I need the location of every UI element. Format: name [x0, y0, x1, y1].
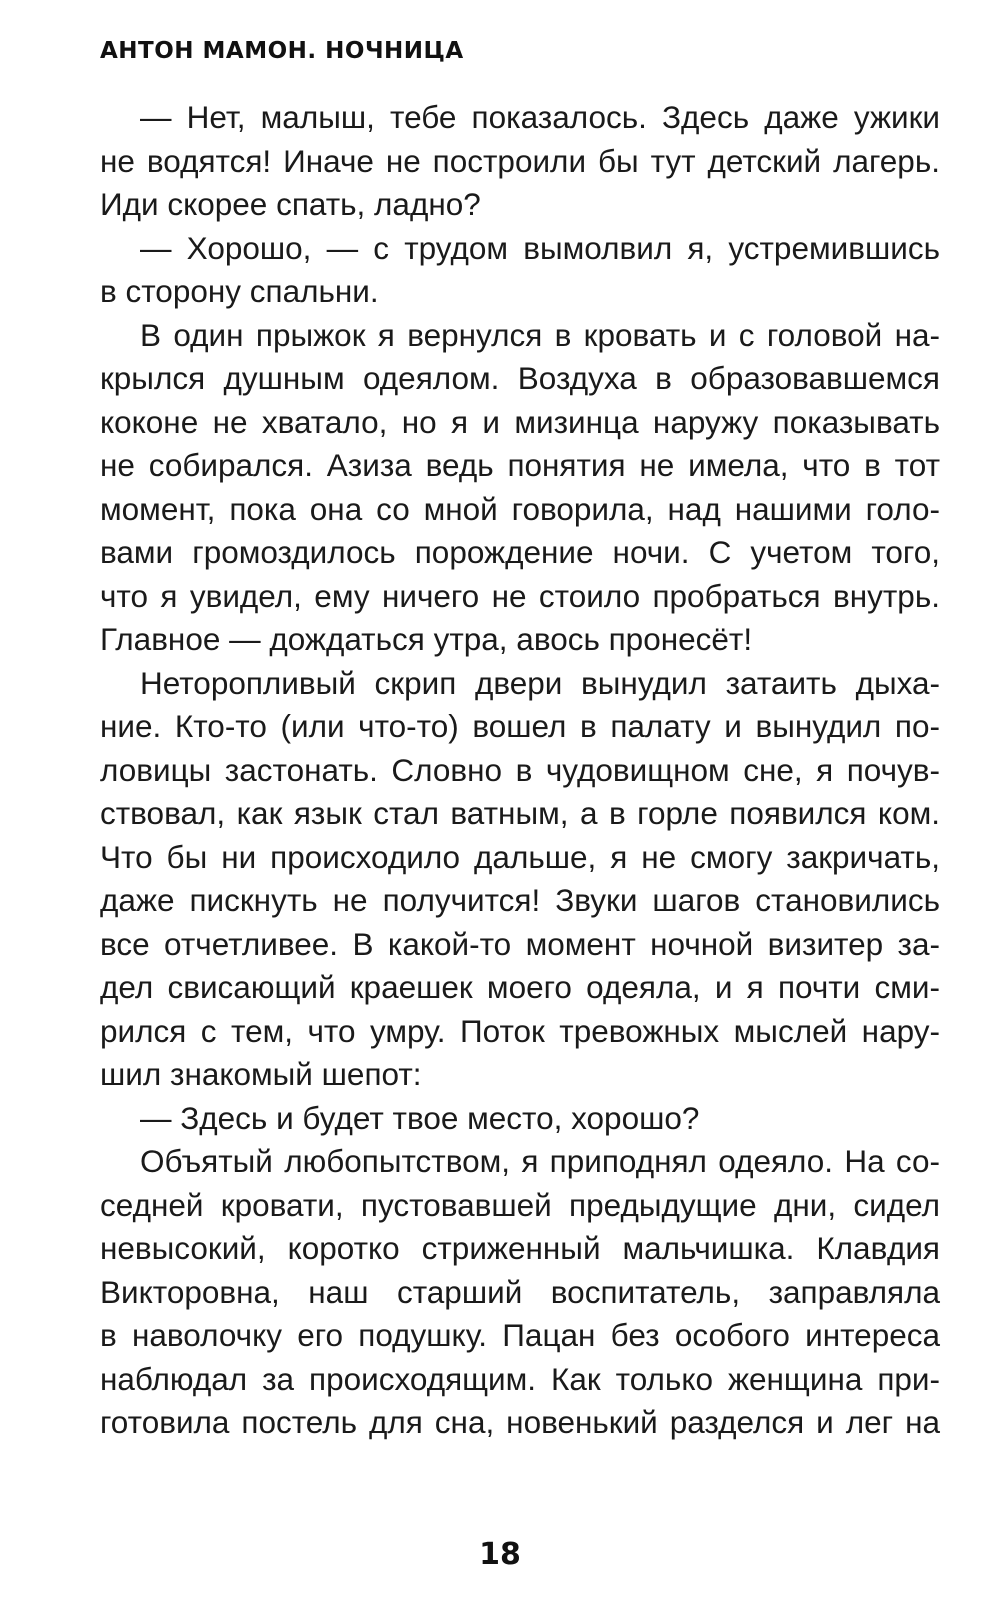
text-line: В один прыжок я вернулся в кровать и с головой на- — [140, 316, 940, 353]
text-line: даже пискнуть не получится! Звуки шагов становились — [100, 882, 940, 918]
text-line: — Здесь и будет твое место, хорошо? — [140, 1099, 700, 1136]
text-line: — Хорошо, — с трудом вымолвил я, устремившись — [140, 229, 940, 266]
text-line: не водятся! Иначе не построили бы тут детский лагерь. — [100, 142, 940, 179]
running-header: АНТОН МАМОН. НОЧНИЦА — [100, 38, 464, 64]
text-line: Викторовна, наш старший воспитатель, заправляла — [100, 1273, 940, 1310]
text-line: невысокий, коротко стриженный мальчишка. Клавдия — [100, 1230, 940, 1266]
text-line: Иди скорее спать, ладно? — [100, 186, 481, 222]
text-line: все отчетливее. В какой-то момент ночной визитер за- — [100, 925, 940, 962]
text-line: в наволочку его подушку. Пацан без особого интереса — [100, 1317, 940, 1353]
text-line: момент, пока она со мной говорила, над нашими голо- — [100, 490, 940, 527]
text-line: ловицы застонать. Словно в чудовищном сне, я почув- — [100, 751, 940, 788]
text-line: в сторону спальни. — [100, 273, 379, 309]
text-line: Главное — дождаться утра, авось пронесёт! — [100, 621, 753, 657]
text-line: седней кровати, пустовавшей предыдущие дни, сидел — [100, 1186, 940, 1223]
text-line: что я увидел, ему ничего не стоило пробраться внутрь. — [100, 577, 940, 614]
text-line: ние. Кто-то (или что-то) вошел в палату и вынудил по- — [100, 708, 940, 744]
text-line: — Нет, малыш, тебе показалось. Здесь даже ужики — [140, 99, 940, 135]
page-number: 18 — [479, 1537, 521, 1572]
text-line: вами громоздилось порождение ночи. С учетом того, — [100, 534, 940, 570]
text-line: готовила постель для сна, новенький разделся и лег на — [100, 1404, 940, 1440]
body-text — [100, 96, 940, 1445]
text-line: шил знакомый шепот: — [100, 1056, 422, 1092]
text-line: ствовал, как язык стал ватным, а в горле появился ком. — [100, 795, 940, 831]
text-line: Неторопливый скрип двери вынудил затаить дыха- — [140, 664, 940, 701]
text-line: наблюдал за происходящим. Как только женщина при- — [100, 1360, 940, 1397]
text-line: Что бы ни происходило дальше, я не смогу закричать, — [100, 838, 940, 875]
text-line: Объятый любопытством, я приподнял одеяло. На со- — [140, 1143, 940, 1179]
text-line: рился с тем, что умру. Поток тревожных мыслей нару- — [100, 1012, 940, 1049]
text-line: дел свисающий краешек моего одеяла, и я почти сми- — [100, 969, 940, 1005]
text-line: коконе не хватало, но я и мизинца наружу показывать — [100, 403, 940, 440]
text-line: не собирался. Азиза ведь понятия не имела, что в тот — [100, 447, 940, 483]
text-line: крылся душным одеялом. Воздуха в образовавшемся — [100, 360, 940, 396]
